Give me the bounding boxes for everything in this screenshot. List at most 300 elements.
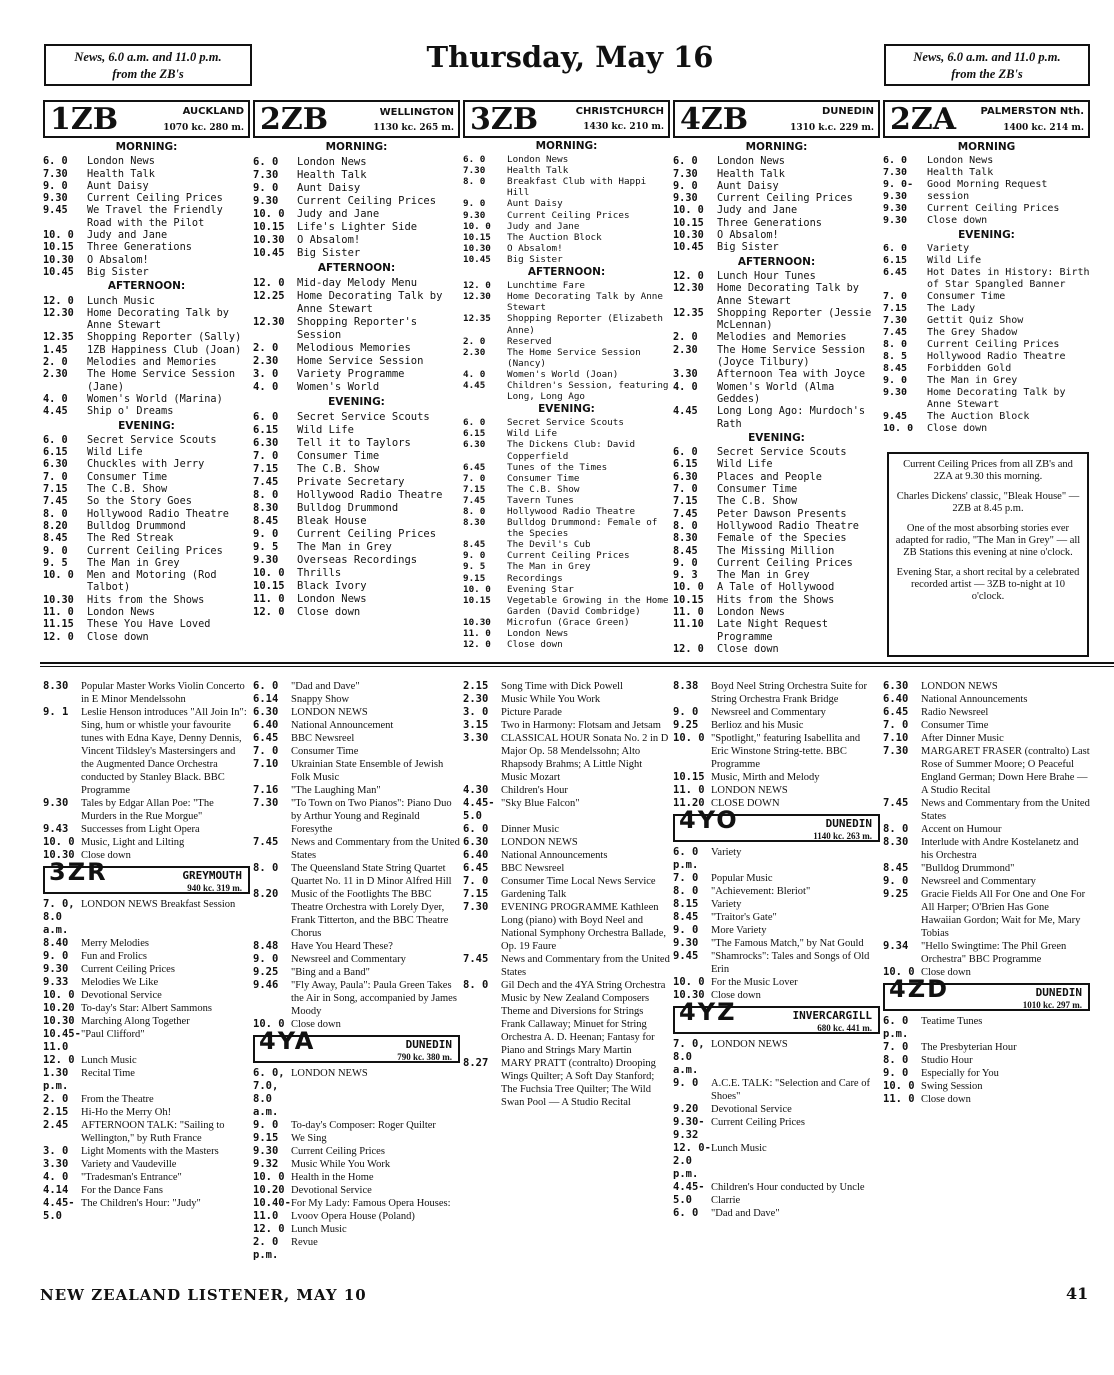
program-item [43, 458, 250, 470]
program-time: 9.45 [43, 204, 68, 217]
program-title: Good Morning Request session [927, 179, 1048, 202]
program-item [463, 462, 670, 473]
program-title: Current Ceiling Prices [711, 1117, 805, 1128]
program-time: 10.30 [673, 229, 704, 242]
program-item [673, 180, 880, 192]
program-item [253, 836, 460, 862]
program-title: Close down [507, 639, 563, 651]
program-item [253, 437, 460, 450]
program-item [883, 315, 1090, 327]
program-title: LONDON NEWS [291, 707, 368, 718]
program-item [43, 937, 250, 950]
program-time: 12. 0 [463, 639, 491, 651]
program-title: The Man in Grey [297, 541, 392, 553]
program-time: 2.30 [43, 368, 68, 381]
program-item [673, 719, 880, 732]
program-time: 7.30 [883, 315, 908, 326]
program-time: 4. 0 [43, 1171, 69, 1183]
program-title: Especially for You [921, 1068, 999, 1079]
program-time: 9. 3 [673, 569, 698, 582]
program-item [43, 331, 250, 343]
program-time: 10.15 [253, 580, 285, 592]
program-title: Big Sister [87, 265, 149, 278]
program-item [253, 450, 460, 463]
program-item [253, 1145, 460, 1158]
program-item [253, 554, 460, 567]
program-title: Current Ceiling Prices [507, 209, 630, 221]
program-time: 7.15 [883, 303, 908, 314]
program-item [43, 508, 250, 520]
program-title: Devotional Service [81, 990, 162, 1001]
station-frequency: 1130 kc. 265 m. [373, 123, 454, 133]
program-title: The Red Streak [87, 532, 174, 545]
program-item [883, 1015, 1090, 1041]
program-title: News and Commentary from the United States [501, 954, 670, 978]
program-item [883, 363, 1090, 375]
program-time: 9.46 [253, 979, 279, 991]
program-item [673, 192, 880, 204]
program-item [463, 797, 670, 823]
program-time: 9.30 [253, 554, 279, 566]
program-title: More Variety [711, 925, 767, 936]
program-time: 10. 0 [883, 966, 915, 978]
program-time: 7.30 [253, 169, 279, 181]
program-title: News and Commentary from the United States [291, 837, 460, 861]
program-time: 12. 0 [253, 1223, 285, 1235]
program-title: London News [87, 605, 155, 618]
program-item [253, 1197, 460, 1223]
program-title: The Queensland State String Quartet Quartet No. 11 in D Minor Alfred Hill [291, 863, 452, 887]
program-item [253, 355, 460, 368]
program-item [673, 1116, 880, 1142]
program-time: 10.30 [43, 253, 74, 266]
program-title: We Sing [291, 1133, 327, 1144]
program-item [463, 888, 670, 901]
program-time: 7.30 [673, 167, 698, 180]
program-time: 11. 0 [463, 628, 491, 640]
program-time: 12. 0 [43, 294, 74, 307]
program-time: 10.15 [463, 594, 491, 606]
program-item [463, 862, 670, 875]
program-title: Revue [291, 1237, 318, 1248]
station-header [253, 100, 460, 138]
program-title: The C.B. Show [297, 463, 380, 475]
program-time: 10.30 [43, 1015, 75, 1027]
program-title: Overseas Recordings [297, 554, 418, 566]
program-item [43, 594, 250, 606]
program-time: 9. 0 [673, 179, 698, 192]
program-item [883, 339, 1090, 351]
program-title: The Dickens Club: David Copperfield [507, 439, 636, 462]
program-title: Close down [927, 423, 988, 434]
station-badge [253, 1027, 460, 1063]
program-item [463, 517, 670, 539]
program-title: Current Ceiling Prices [507, 550, 630, 562]
program-time: 6.40 [463, 849, 489, 861]
program-item [43, 532, 250, 544]
program-item [253, 489, 460, 502]
program-item [463, 628, 670, 639]
program-time: 3.30 [463, 732, 489, 744]
station-badge [883, 975, 1090, 1011]
program-title: AFTERNOON TALK: "Sailing to Wellington," by Ruth France [81, 1120, 225, 1144]
program-title: O Absalom! [297, 234, 361, 246]
program-time: 8. 0 [43, 507, 68, 520]
program-title: Lunch Music [711, 1143, 767, 1154]
program-item [463, 473, 670, 484]
program-title: Consumer Time Local News Service [501, 876, 656, 887]
program-time: 10. 0 [463, 220, 491, 232]
program-title: Current Ceiling Prices [87, 544, 223, 557]
program-item [463, 232, 670, 243]
program-item [43, 1119, 250, 1145]
program-item [883, 411, 1090, 423]
program-time: 8. 0 [463, 979, 489, 991]
program-time: 12. 0 [673, 269, 704, 282]
program-item [253, 706, 460, 719]
station-city: WELLINGTON [379, 107, 454, 118]
program-item [43, 1067, 250, 1093]
program-title: Life's Lighter Side [297, 221, 418, 233]
program-title: The C.B. Show [87, 483, 168, 496]
program-time: 9. 0 [673, 556, 698, 569]
station-badge [43, 858, 250, 894]
section-heading: EVENING: [958, 229, 1015, 241]
divider [40, 666, 1114, 667]
section-heading: MORNING: [535, 140, 598, 152]
program-item [43, 618, 250, 630]
program-title: "Dad and Dave" [291, 681, 360, 692]
program-title: National Announcements [921, 694, 1028, 705]
program-item [463, 584, 670, 595]
station-badge [673, 998, 880, 1034]
program-item [43, 1054, 250, 1067]
program-item [673, 872, 880, 885]
program-time: 4. 0 [673, 380, 698, 393]
program-item [43, 356, 250, 368]
program-time: 8. 0 [463, 176, 486, 188]
program-title: Popular Music [711, 873, 773, 884]
program-time: 10.30 [253, 234, 285, 246]
program-item [673, 458, 880, 470]
program-time: 6.45 [883, 706, 909, 718]
station-callsign: 4YA [259, 1027, 316, 1055]
program-title: Hollywood Radio Theatre [717, 519, 859, 532]
program-time: 11. 0 [673, 605, 704, 618]
program-title: Consumer Time [921, 720, 989, 731]
highlight-note: Current Ceiling Prices from all ZB's and 2ZA at 9.30 this morning. [903, 459, 1073, 482]
program-item [463, 506, 670, 517]
program-item [253, 1171, 460, 1184]
program-item [673, 344, 880, 369]
program-time: 10. 0 [43, 569, 74, 582]
program-title: "Bulldog Drummond" [921, 863, 1015, 874]
program-time: 9. 0 [253, 1119, 279, 1131]
program-item [673, 1181, 880, 1207]
program-time: 8. 0 [673, 885, 699, 897]
program-title: Consumer Time [507, 472, 580, 484]
program-time: 7.45 [463, 953, 489, 965]
section-heading: AFTERNOON: [737, 255, 816, 268]
program-title: Leslie Henson introduces "All Join In": Sing, hum or whistle your favourite tunes with Edna Kaye, Denny Dennis, Vincent Tildsley's Mastersingers and the Augmented Dance Orchestra conducted by Stanley Black. BBC Programme [81, 707, 247, 796]
program-title: From the Theatre [81, 1094, 154, 1105]
program-time: 7.45 [883, 797, 909, 809]
station-header [463, 100, 670, 138]
program-time: 8.30 [673, 532, 698, 545]
program-title: Secret Service Scouts [87, 433, 217, 446]
program-time: 10.30 [43, 849, 75, 861]
program-item [463, 254, 670, 265]
program-item [43, 520, 250, 532]
program-title: Close down [297, 606, 361, 618]
program-time: 7. 0 [673, 872, 699, 884]
program-time: 10.15 [673, 771, 705, 783]
program-time: 7.45 [883, 327, 908, 338]
program-time: 2.45 [43, 1119, 69, 1131]
program-item [883, 680, 1090, 693]
program-time: 3. 0 [43, 1145, 69, 1157]
program-title: Devotional Service [291, 1185, 372, 1196]
program-title: Home Decorating Talk by Anne Stewart [507, 291, 663, 314]
program-item [673, 911, 880, 924]
program-item [673, 532, 880, 544]
program-time: 12.30 [253, 316, 285, 328]
program-title: Home Decorating Talk by Anne Stewart [717, 282, 859, 307]
program-time: 6.30 [463, 836, 489, 848]
program-time: 4.45 [673, 405, 698, 418]
program-title: "Bing and a Band" [291, 967, 370, 978]
program-time: 6.30 [253, 437, 279, 449]
program-item [43, 1197, 250, 1223]
program-item [883, 875, 1090, 888]
program-title: Lunchtime Fare [507, 280, 585, 292]
program-title: These You Have Loved [87, 618, 211, 631]
program-item [253, 1119, 460, 1132]
program-time: 7.45 [463, 494, 486, 506]
program-time: 10.45 [463, 253, 491, 265]
program-title: Boyd Neel String Orchestra Suite for String Orchestra Frank Bridge [711, 681, 868, 705]
program-title: For the Dance Fans [81, 1185, 163, 1196]
program-title: Variety [711, 899, 742, 910]
program-title: Light Moments with the Masters [81, 1146, 219, 1157]
program-time: 8.48 [253, 940, 279, 952]
program-time: 10.30 [463, 616, 491, 628]
program-time: 12.35 [463, 313, 491, 325]
program-item [253, 1158, 460, 1171]
program-item [463, 165, 670, 176]
program-item [253, 424, 460, 437]
program-time: 9. 0 [253, 182, 279, 194]
program-time: 7.30 [883, 167, 908, 178]
program-time: 6. 0 [883, 243, 908, 254]
program-item [43, 434, 250, 446]
program-title: "Shamrocks": Tales and Songs of Old Erin [711, 951, 870, 975]
program-time: 12. 0 [253, 277, 285, 289]
program-time: 8. 0 [463, 506, 486, 517]
program-time: 7.10 [253, 758, 279, 770]
program-item [463, 380, 670, 402]
program-title: Gardening Talk [501, 889, 567, 900]
program-item [673, 331, 880, 343]
program-time: 8. 0 [673, 519, 698, 532]
program-item [463, 221, 670, 232]
program-item [253, 195, 460, 208]
program-item [253, 411, 460, 424]
program-title: London News [297, 156, 367, 168]
program-item [673, 155, 880, 167]
program-title: Music While You Work [501, 694, 601, 705]
program-time: 6. 0 [463, 417, 486, 429]
program-time: 9.30 [673, 937, 699, 949]
program-title: Consumer Time [717, 483, 798, 496]
program-title: The Auction Block [507, 231, 602, 243]
station-frequency: 1400 kc. 214 m. [1003, 123, 1084, 133]
program-time: 9.20 [673, 1103, 699, 1115]
program-title: The Presbyterian Hour [921, 1042, 1017, 1053]
program-time: 9. 0 [673, 706, 699, 718]
program-time: 8. 0 [253, 862, 279, 874]
program-item [43, 631, 250, 643]
program-item [673, 381, 880, 406]
program-item [673, 898, 880, 911]
program-time: 10. 0 [253, 1171, 285, 1183]
program-time: 6. 0 [253, 156, 279, 168]
program-time: 7.15 [673, 495, 698, 508]
program-item [883, 267, 1090, 291]
program-time: 8. 5 [883, 351, 908, 362]
program-title: Music of the Footlights The BBC Theatre Orchestra with Lorely Dyer, Frank Titterton, and the BBC Theatre Chorus [291, 889, 449, 939]
program-item [253, 1132, 460, 1145]
program-item [43, 1171, 250, 1184]
program-time: 6. 0 [463, 823, 489, 835]
station-callsign: 3ZR [49, 858, 108, 886]
program-title: Hollywood Radio Theatre [87, 507, 229, 520]
program-time: 8.40 [43, 937, 69, 949]
program-item [43, 204, 250, 229]
program-title: Have You Heard These? [291, 941, 393, 952]
program-time: 7. 0 [253, 450, 279, 462]
program-title: Evening Star [507, 583, 574, 595]
program-title: Gracie Fields All For One and One For All Harper; O'Brien Has Gone Hawaiian Gordon; Wait for Me, Mary Tobias [921, 889, 1086, 939]
program-item [43, 483, 250, 495]
program-title: Wild Life [297, 424, 354, 436]
program-time: 7.45 [673, 507, 698, 520]
program-time: 9.15 [463, 572, 486, 584]
program-time: 9. 0 [673, 924, 699, 936]
program-item [673, 204, 880, 216]
program-title: Vegetable Growing in the Home Garden (David Combridge) [507, 594, 669, 617]
section-heading: MORNING [957, 141, 1016, 153]
program-time: 6.45 [883, 267, 908, 278]
program-title: So the Story Goes [87, 495, 192, 508]
program-item [463, 953, 670, 979]
program-time: 4. 0 [463, 368, 486, 380]
program-item [673, 732, 880, 771]
program-time: 2.30 [673, 343, 698, 356]
program-time: 10.20 [253, 1184, 285, 1196]
program-item [883, 888, 1090, 940]
program-title: Gil Dech and the 4YA String Orchestra Music by New Zealand Composers Theme and Diversions for Strings Frank Callaway; Minuet for String Orchestra A. D. Heenan; Fantasy for Piano and Strings Mary Martin [501, 980, 666, 1056]
program-time: 10.45 [43, 265, 74, 278]
program-title: Afternoon Tea with Joyce [717, 368, 866, 381]
program-title: Song Time with Dick Powell [501, 681, 623, 692]
station-callsign: 3ZB [470, 102, 539, 137]
program-title: London News [87, 155, 155, 168]
program-item [463, 313, 670, 335]
program-title: Studio Hour [921, 1055, 973, 1066]
program-title: Current Ceiling Prices [927, 339, 1060, 350]
program-time: 9. 5 [43, 556, 68, 569]
station-callsign: 2ZA [890, 102, 957, 137]
program-item [253, 342, 460, 355]
program-item [463, 291, 670, 313]
program-title: Shopping Reporter (Jessie McLennan) [717, 306, 872, 332]
program-title: LONDON NEWS [291, 1068, 368, 1079]
program-item [43, 898, 250, 937]
program-time: 6.30 [673, 470, 698, 483]
program-time: 8.45 [463, 539, 486, 551]
program-item [253, 381, 460, 394]
program-time: 9.30 [883, 387, 908, 398]
program-time: 9.15 [253, 1132, 279, 1144]
program-title: Variety [711, 847, 742, 858]
section-heading: MORNING: [115, 141, 178, 153]
program-title: Reserved [507, 335, 552, 347]
program-time: 9. 0 [43, 950, 69, 962]
station-frequency: 680 kc. 441 m. [817, 1023, 872, 1033]
program-title: Women's World [297, 381, 380, 393]
program-title: The Lady [927, 303, 976, 314]
program-time: 11. 0 [673, 784, 705, 796]
program-item [253, 476, 460, 489]
program-title: Popular Master Works Violin Concerto in E Minor Mendelssohn [81, 681, 245, 705]
program-time: 2. 0 p.m. [253, 1236, 279, 1261]
program-item [673, 545, 880, 557]
station-frequency: 1010 kc. 297 m. [1022, 1000, 1082, 1010]
program-title: The Man in Grey [87, 556, 180, 569]
program-item [253, 580, 460, 593]
program-time: 6.30 [43, 458, 68, 471]
program-item [43, 950, 250, 963]
program-time: 7.15 [463, 888, 489, 900]
program-title: O Absalom! [87, 253, 149, 266]
program-time: 10. 0 [883, 1080, 915, 1092]
program-time: 9.30 [43, 963, 69, 975]
program-item [673, 594, 880, 606]
program-time: 6. 0, 7.0, 8.0 a.m. [253, 1067, 285, 1118]
program-time: 7. 0 [43, 470, 68, 483]
program-title: Consumer Time [927, 291, 1006, 302]
program-time: 10.30 [463, 242, 491, 254]
program-time: 10. 0 [253, 567, 285, 579]
station-city: GREYMOUTH [182, 869, 242, 882]
program-time: 8. 0 [253, 489, 279, 501]
program-time: 9.43 [43, 823, 69, 835]
station-column [463, 100, 670, 650]
program-title: Interlude with Andre Kostelanetz and his Orchestra [921, 837, 1079, 861]
program-time: 8.30 [253, 502, 279, 514]
program-time: 10.30 [43, 593, 74, 606]
program-item [463, 198, 670, 209]
program-item [253, 502, 460, 515]
program-time: 6.30 [463, 439, 486, 451]
program-item [883, 1093, 1090, 1106]
program-title: The Man in Grey [927, 375, 1018, 386]
program-title: To-day's Composer: Roger Quilter [291, 1120, 436, 1131]
station-city: DUNEDIN [405, 1038, 452, 1051]
program-item [253, 1067, 460, 1119]
program-time: 11.10 [673, 618, 704, 631]
